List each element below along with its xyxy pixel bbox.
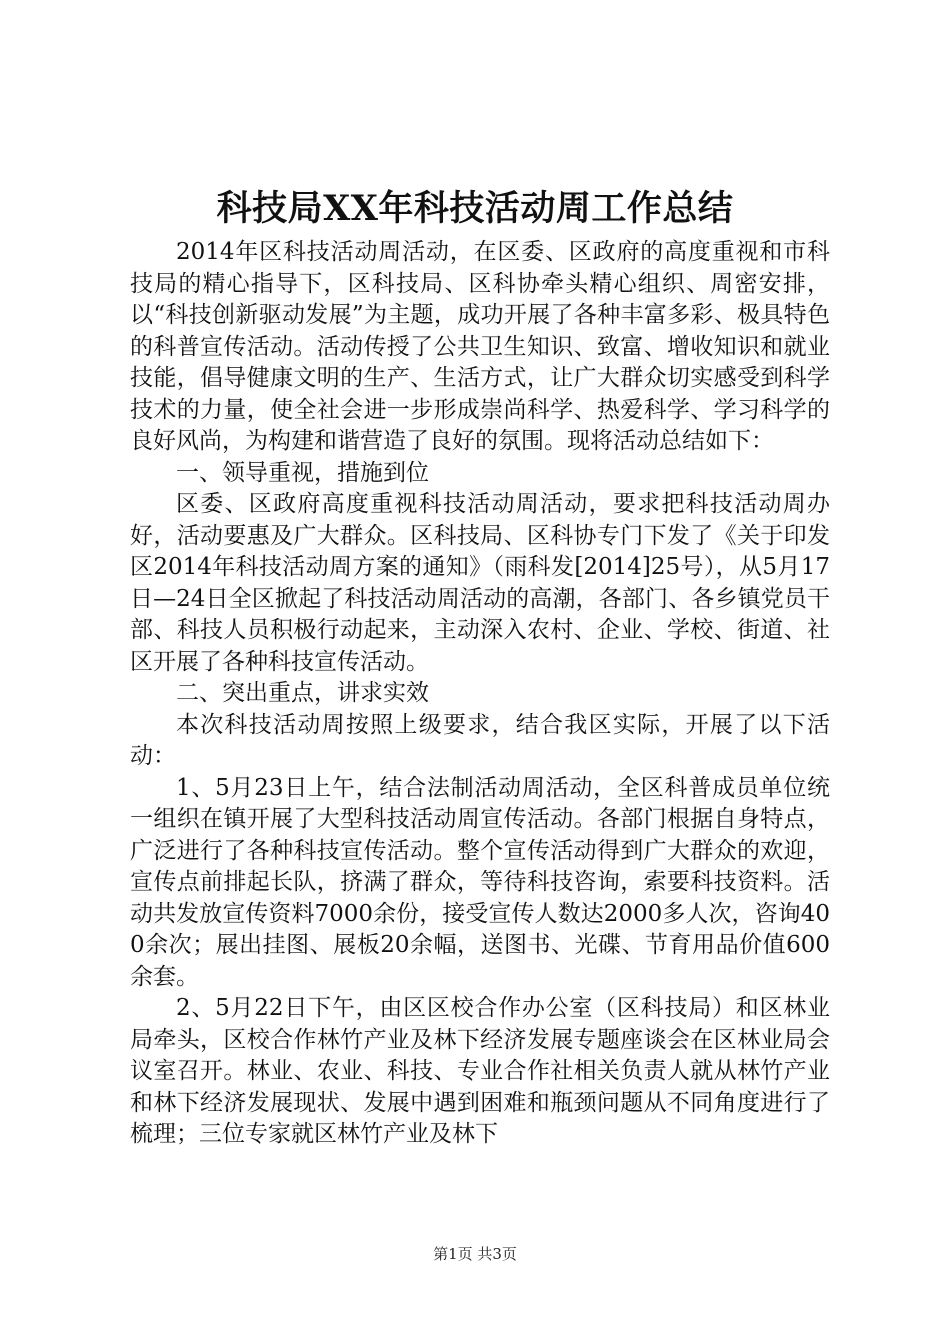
section-heading-2: 二、突出重点，讲求实效 [176,680,429,706]
document-body [130,237,830,1151]
section-1-paragraph: 区委、区政府高度重视科技活动周活动，要求把科技活动周办好，活动要惠及广大群众。区科技局、区科协专门下发了《关于印发区2014年科技活动周方案的通知》（雨科发[2014]25号），从5月17日—24日全区掀起了科技活动周活动的高潮，各部门、各乡镇党员干部、科技人员积极行动起来，主动深入农村、企业、学校、街道、社区开展了各种科技宣传活动。 [130,491,830,675]
document-title: 科技局XX年科技活动周工作总结 [216,188,734,229]
activity-item-1: 1、5月23日上午，结合法制活动周活动，全区科普成员单位统一组织在镇开展了大型科技活动周宣传活动。各部门根据自身特点，广泛进行了各种科技宣传活动。整个宣传活动得到广大群众的欢迎，宣传点前排起长队，挤满了群众，等待科技咨询，索要科技资料。活动共发放宣传资料7000余份，接受宣传人数达2000多人次，咨询400余次；展出挂图、展板20余幅，送图书、光碟、节育用品价值600余套。 [130,774,830,990]
page-footer: 第1页 共3页 [433,1245,517,1263]
intro-paragraph: 2014年区科技活动周活动，在区委、区政府的高度重视和市科技局的精心指导下，区科技局、区科协牵头精心组织、周密安排，以“科技创新驱动发展”为主题，成功开展了各种丰富多彩、极具特色的科普宣传活动。活动传授了公共卫生知识、致富、增收知识和就业技能，倡导健康文明的生产、生活方式，让广大群众切实感受到科学技术的力量，使全社会进一步形成崇尚科学、热爱科学、学习科学的良好风尚，为构建和谐营造了良好的氛围。现将活动总结如下： [130,239,830,454]
section-2-intro-paragraph: 本次科技活动周按照上级要求，结合我区实际，开展了以下活动： [130,711,830,769]
section-heading-1: 一、领导重视，措施到位 [176,459,429,486]
activity-item-2: 2、5月22日下午，由区区校合作办公室（区科技局）和区林业局牵头，区校合作林竹产业及林下经济发展专题座谈会在区林业局会议室召开。林业、农业、科技、专业合作社相关负责人就从林竹产业和林下经济发展现状、发展中遇到困难和瓶颈问题从不同角度进行了梳理；三位专家就区林竹产业及林下 [130,995,830,1147]
